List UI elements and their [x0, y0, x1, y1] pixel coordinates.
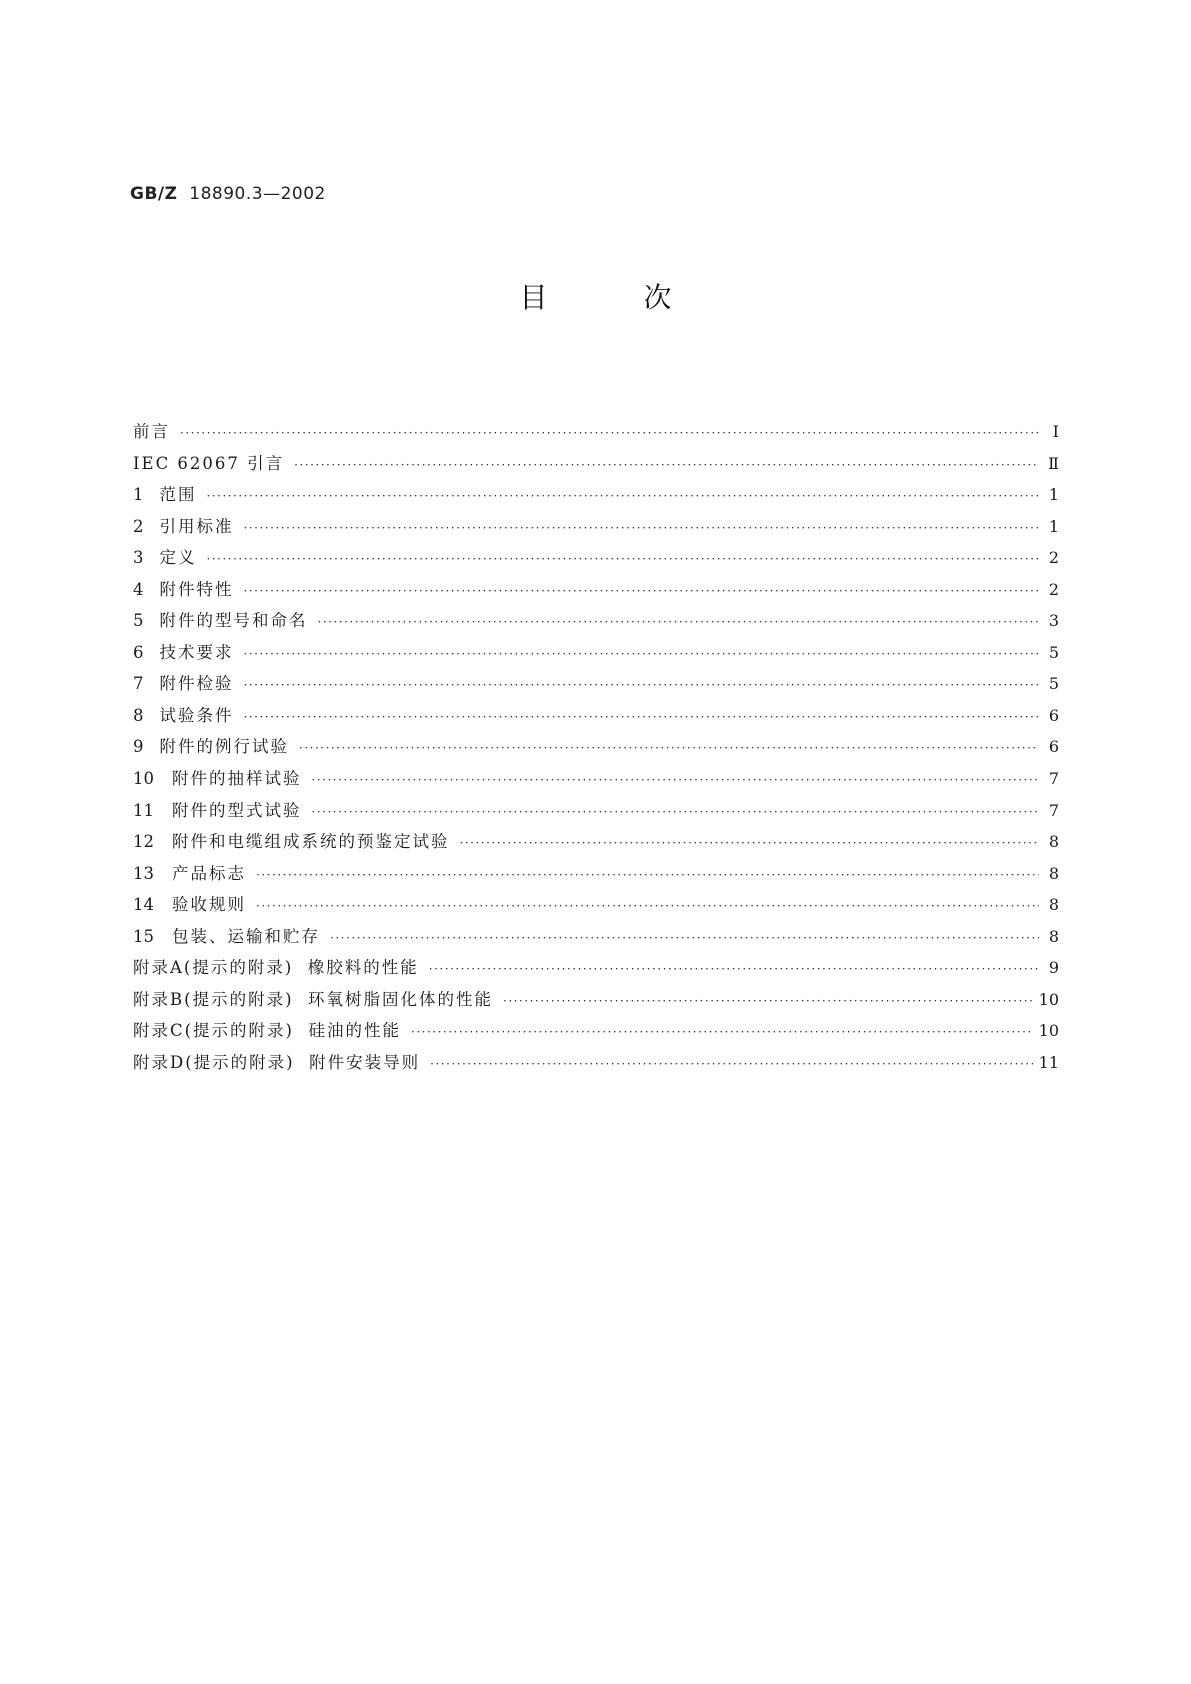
toc-entry[interactable]	[133, 479, 1059, 511]
toc-entry-page: 6	[1048, 737, 1059, 757]
toc-entry-text: 技术要求	[159, 642, 234, 662]
standard-prefix: GB/Z	[130, 184, 178, 204]
toc-entry[interactable]	[133, 826, 1059, 858]
toc-entry[interactable]	[133, 1047, 1059, 1079]
toc-entry-label	[133, 795, 302, 827]
toc-entry-page: 2	[1048, 548, 1059, 568]
toc-entry-label	[133, 763, 302, 795]
toc-entry-text: 附录B(提示的附录) 环氧树脂固化体的性能	[133, 989, 493, 1009]
toc-entry-text: 附件的型式试验	[172, 800, 302, 820]
toc-entry-page: 1	[1048, 516, 1059, 536]
toc-leader-dots	[299, 733, 1039, 765]
toc-entry-text: 附录D(提示的附录) 附件安装导则	[133, 1052, 421, 1072]
table-of-contents	[133, 416, 1059, 1078]
toc-entry-text: 附录A(提示的附录) 橡胶料的性能	[133, 958, 419, 978]
toc-entry-number: 5	[133, 611, 144, 631]
toc-entry-label	[133, 731, 289, 763]
toc-leader-dots	[207, 544, 1040, 576]
toc-entry-page: 7	[1048, 769, 1059, 789]
toc-entry-text: IEC 62067 引言	[133, 453, 285, 473]
toc-entry[interactable]	[133, 448, 1059, 480]
toc-entry[interactable]	[133, 795, 1059, 827]
toc-entry-text: 引用标准	[159, 516, 234, 536]
toc-entry[interactable]	[133, 511, 1059, 543]
toc-entry-text: 产品标志	[172, 863, 246, 883]
toc-leader-dots	[207, 481, 1040, 513]
toc-entry-page: 10	[1038, 1021, 1059, 1041]
toc-leader-dots	[330, 923, 1039, 955]
page-title: 目次	[519, 281, 768, 314]
toc-entry-text: 附件的型号和命名	[159, 611, 308, 631]
toc-entry[interactable]	[133, 858, 1059, 890]
toc-entry-text: 试验条件	[159, 705, 234, 725]
toc-entry-number: 8	[133, 705, 144, 725]
toc-entry-page: 8	[1048, 863, 1059, 883]
toc-entry[interactable]	[133, 984, 1059, 1016]
toc-entry-text: 附件检验	[159, 674, 234, 694]
toc-leader-dots	[312, 797, 1040, 829]
toc-leader-dots	[244, 639, 1040, 671]
toc-entry-number: 12	[133, 832, 154, 852]
toc-entry-number: 15	[133, 926, 154, 946]
toc-leader-dots	[460, 828, 1040, 860]
toc-entry-label	[133, 921, 320, 953]
toc-entry[interactable]	[133, 952, 1059, 984]
toc-entry-page: 8	[1048, 895, 1059, 915]
toc-leader-dots	[430, 1049, 1033, 1081]
toc-entry-page: 8	[1048, 926, 1059, 946]
toc-entry-page: 9	[1048, 958, 1059, 978]
toc-entry-number: 13	[133, 863, 154, 883]
toc-leader-dots	[294, 450, 1039, 482]
toc-leader-dots	[244, 513, 1040, 545]
toc-entry[interactable]	[133, 700, 1059, 732]
toc-entry-label	[133, 511, 234, 543]
toc-entry[interactable]	[133, 1015, 1059, 1047]
toc-entry-page: 2	[1048, 579, 1059, 599]
toc-entry-label	[133, 1015, 401, 1047]
toc-entry-text: 附件的例行试验	[159, 737, 289, 757]
toc-entry-page: 8	[1048, 832, 1059, 852]
toc-entry[interactable]	[133, 731, 1059, 763]
toc-entry-page: 1	[1048, 485, 1059, 505]
toc-entry-text: 验收规则	[172, 895, 246, 915]
toc-entry-page: 5	[1048, 642, 1059, 662]
toc-leader-dots	[256, 860, 1039, 892]
toc-entry[interactable]	[133, 668, 1059, 700]
toc-entry-page: 11	[1038, 1052, 1059, 1072]
toc-entry-label	[133, 952, 419, 984]
toc-leader-dots	[312, 765, 1040, 797]
toc-entry-text: 包装、运输和贮存	[172, 926, 320, 946]
toc-entry-label	[133, 416, 170, 448]
toc-entry-label	[133, 574, 234, 606]
toc-entry-text: 定义	[159, 548, 197, 568]
toc-entry-number: 6	[133, 642, 144, 662]
toc-entry-number: 1	[133, 485, 144, 505]
toc-entry-text: 附件和电缆组成系统的预鉴定试验	[172, 832, 450, 852]
toc-entry-label	[133, 448, 284, 480]
toc-entry-number: 9	[133, 737, 144, 757]
toc-leader-dots	[244, 670, 1040, 702]
toc-entry[interactable]	[133, 416, 1059, 448]
toc-leader-dots	[256, 891, 1039, 923]
toc-entry-number: 2	[133, 516, 144, 536]
toc-entry-page: Ⅱ	[1048, 453, 1059, 473]
toc-entry-page: 7	[1048, 800, 1059, 820]
toc-entry-text: 附件特性	[159, 579, 234, 599]
toc-entry-page: 3	[1048, 611, 1059, 631]
toc-entry-number: 3	[133, 548, 144, 568]
toc-entry[interactable]	[133, 889, 1059, 921]
toc-leader-dots	[503, 986, 1033, 1018]
toc-entry-text: 范围	[159, 485, 197, 505]
toc-entry-number: 11	[133, 800, 154, 820]
toc-entry-label	[133, 984, 493, 1016]
toc-leader-dots	[318, 607, 1040, 639]
toc-entry-label	[133, 605, 308, 637]
standard-number: 18890.3—2002	[189, 184, 326, 204]
toc-entry[interactable]	[133, 637, 1059, 669]
toc-entry[interactable]	[133, 605, 1059, 637]
toc-entry-label	[133, 668, 234, 700]
toc-entry-page: 10	[1038, 989, 1059, 1009]
toc-entry-text: 附录C(提示的附录) 硅油的性能	[133, 1021, 401, 1041]
toc-leader-dots	[244, 702, 1040, 734]
toc-entry-label	[133, 1047, 420, 1079]
toc-entry-text: 前言	[133, 422, 170, 441]
toc-entry-label	[133, 826, 450, 858]
toc-entry[interactable]	[133, 542, 1059, 574]
toc-entry-label	[133, 858, 246, 890]
toc-leader-dots	[411, 1017, 1033, 1049]
toc-entry-number: 4	[133, 579, 144, 599]
toc-entry[interactable]	[133, 921, 1059, 953]
toc-entry[interactable]	[133, 574, 1059, 606]
toc-leader-dots	[244, 576, 1040, 608]
toc-entry-page: I	[1052, 422, 1059, 441]
toc-entry-number: 14	[133, 895, 154, 915]
toc-entry-page: 5	[1048, 674, 1059, 694]
toc-entry-label	[133, 700, 234, 732]
toc-leader-dots	[429, 954, 1039, 986]
toc-entry-label	[133, 637, 234, 669]
toc-entry-label	[133, 479, 197, 511]
toc-entry-number: 7	[133, 674, 144, 694]
toc-entry-text: 附件的抽样试验	[172, 769, 302, 789]
toc-entry[interactable]	[133, 763, 1059, 795]
standard-code	[130, 184, 326, 204]
toc-entry-label	[133, 542, 197, 574]
toc-entry-label	[133, 889, 246, 921]
toc-entry-number: 10	[133, 769, 154, 789]
toc-entry-page: 6	[1048, 705, 1059, 725]
toc-leader-dots	[180, 418, 1039, 450]
